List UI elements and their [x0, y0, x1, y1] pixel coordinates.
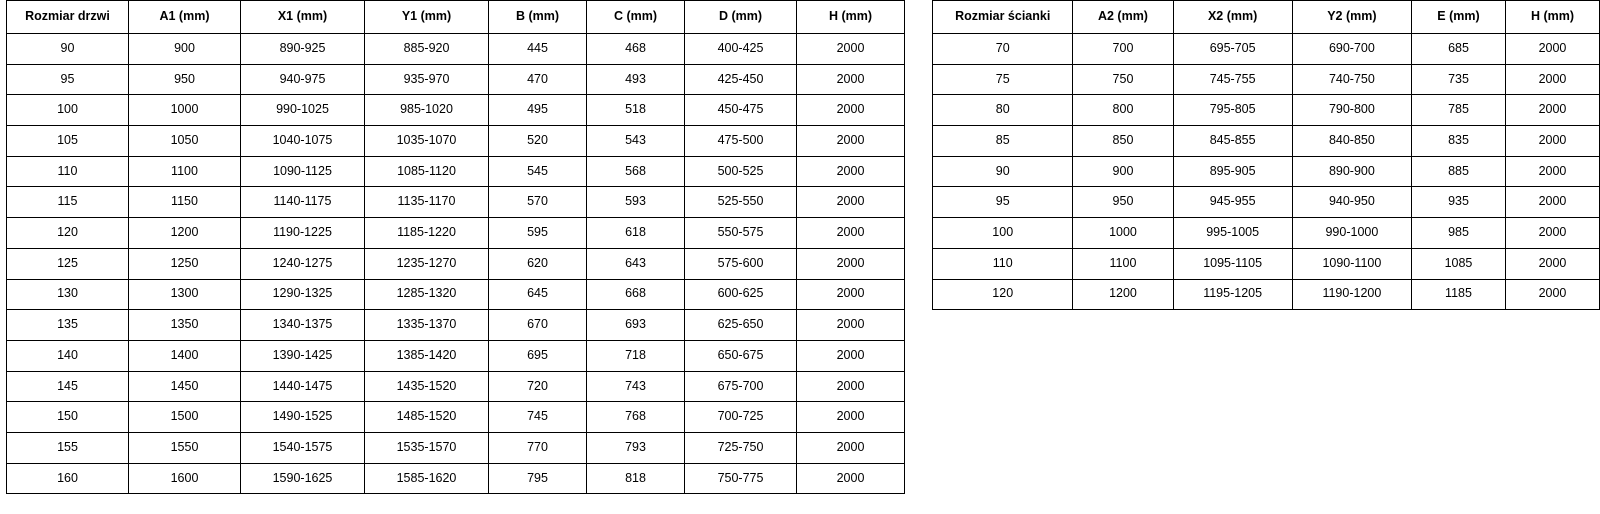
table-cell: 1585-1620: [365, 463, 489, 494]
table-cell: 718: [587, 340, 685, 371]
table-cell: 2000: [797, 310, 905, 341]
table-cell: 2000: [1505, 64, 1599, 95]
table-cell: 470: [489, 64, 587, 95]
table-cell: 1600: [129, 463, 241, 494]
column-header: Rozmiar drzwi: [7, 1, 129, 34]
table-cell: 493: [587, 64, 685, 95]
table-cell: 1540-1575: [241, 432, 365, 463]
table-cell: 85: [933, 126, 1073, 157]
table-cell: 1240-1275: [241, 248, 365, 279]
table-cell: 2000: [797, 64, 905, 95]
table-cell: 785: [1412, 95, 1506, 126]
table-cell: 95: [933, 187, 1073, 218]
table-row: [7, 64, 905, 95]
table-cell: 120: [933, 279, 1073, 310]
table-cell: 105: [7, 126, 129, 157]
table-cell: 520: [489, 126, 587, 157]
table-cell: 568: [587, 156, 685, 187]
table-cell: 745-755: [1173, 64, 1292, 95]
table-cell: 115: [7, 187, 129, 218]
table-cell: 800: [1073, 95, 1173, 126]
table-cell: 1335-1370: [365, 310, 489, 341]
table-cell: 2000: [1505, 126, 1599, 157]
table-cell: 885-920: [365, 34, 489, 65]
table-cell: 700-725: [685, 402, 797, 433]
table-row: [7, 340, 905, 371]
table-cell: 2000: [797, 156, 905, 187]
table-cell: 2000: [1505, 95, 1599, 126]
table-header-row: [933, 1, 1600, 34]
table-cell: 670: [489, 310, 587, 341]
table-cell: 425-450: [685, 64, 797, 95]
table-cell: 1100: [1073, 248, 1173, 279]
column-header: H (mm): [797, 1, 905, 34]
table-cell: 795: [489, 463, 587, 494]
table-cell: 643: [587, 248, 685, 279]
table-cell: 695: [489, 340, 587, 371]
table-cell: 1450: [129, 371, 241, 402]
table-cell: 2000: [797, 463, 905, 494]
table-cell: 135: [7, 310, 129, 341]
table-cell: 2000: [797, 95, 905, 126]
table-cell: 693: [587, 310, 685, 341]
table-cell: 618: [587, 218, 685, 249]
walls-dimensions-table: [932, 0, 1600, 310]
table-cell: 900: [1073, 156, 1173, 187]
table-cell: 2000: [797, 34, 905, 65]
table-cell: 2000: [1505, 279, 1599, 310]
table-cell: 2000: [797, 340, 905, 371]
table-cell: 120: [7, 218, 129, 249]
table-cell: 155: [7, 432, 129, 463]
column-header: X2 (mm): [1173, 1, 1292, 34]
table-row: [7, 463, 905, 494]
table-cell: 2000: [1505, 156, 1599, 187]
table-cell: 575-600: [685, 248, 797, 279]
table-row: [7, 279, 905, 310]
column-header: Y2 (mm): [1292, 1, 1411, 34]
table-cell: 890-925: [241, 34, 365, 65]
table-cell: 90: [7, 34, 129, 65]
table-cell: 2000: [1505, 34, 1599, 65]
table-row: [7, 126, 905, 157]
table-cell: 1000: [129, 95, 241, 126]
table-cell: 1190-1225: [241, 218, 365, 249]
table-cell: 2000: [1505, 248, 1599, 279]
table-cell: 468: [587, 34, 685, 65]
table-cell: 1400: [129, 340, 241, 371]
table-cell: 110: [7, 156, 129, 187]
table-cell: 900: [129, 34, 241, 65]
table-cell: 1290-1325: [241, 279, 365, 310]
table-cell: 80: [933, 95, 1073, 126]
table-cell: 1350: [129, 310, 241, 341]
table-cell: 835: [1412, 126, 1506, 157]
table-cell: 1200: [1073, 279, 1173, 310]
table-cell: 1285-1320: [365, 279, 489, 310]
table-cell: 1090-1125: [241, 156, 365, 187]
table-cell: 625-650: [685, 310, 797, 341]
table-cell: 1535-1570: [365, 432, 489, 463]
table-cell: 2000: [797, 371, 905, 402]
table-cell: 1195-1205: [1173, 279, 1292, 310]
table-cell: 1040-1075: [241, 126, 365, 157]
doors-dimensions-table: [6, 0, 905, 494]
table-cell: 1500: [129, 402, 241, 433]
table-cell: 1185-1220: [365, 218, 489, 249]
table-cell: 945-955: [1173, 187, 1292, 218]
table-cell: 690-700: [1292, 34, 1411, 65]
table-cell: 675-700: [685, 371, 797, 402]
table-cell: 70: [933, 34, 1073, 65]
table-cell: 895-905: [1173, 156, 1292, 187]
table-cell: 145: [7, 371, 129, 402]
table-cell: 2000: [797, 402, 905, 433]
table-cell: 650-675: [685, 340, 797, 371]
doors-table-body: [7, 34, 905, 494]
table-cell: 545: [489, 156, 587, 187]
table-cell: 818: [587, 463, 685, 494]
table-cell: 935-970: [365, 64, 489, 95]
table-cell: 2000: [797, 126, 905, 157]
table-cell: 985: [1412, 218, 1506, 249]
table-cell: 668: [587, 279, 685, 310]
table-cell: 885: [1412, 156, 1506, 187]
table-cell: 2000: [797, 279, 905, 310]
table-cell: 645: [489, 279, 587, 310]
table-cell: 743: [587, 371, 685, 402]
table-cell: 1100: [129, 156, 241, 187]
table-cell: 1385-1420: [365, 340, 489, 371]
table-cell: 1250: [129, 248, 241, 279]
table-cell: 95: [7, 64, 129, 95]
table-cell: 768: [587, 402, 685, 433]
table-cell: 1000: [1073, 218, 1173, 249]
table-cell: 1300: [129, 279, 241, 310]
table-cell: 450-475: [685, 95, 797, 126]
table-cell: 2000: [1505, 187, 1599, 218]
table-cell: 595: [489, 218, 587, 249]
table-cell: 990-1000: [1292, 218, 1411, 249]
table-cell: 90: [933, 156, 1073, 187]
table-cell: 950: [129, 64, 241, 95]
table-cell: 940-975: [241, 64, 365, 95]
column-header: C (mm): [587, 1, 685, 34]
table-cell: 1185: [1412, 279, 1506, 310]
table-cell: 75: [933, 64, 1073, 95]
table-cell: 1150: [129, 187, 241, 218]
table-cell: 550-575: [685, 218, 797, 249]
table-row: [7, 432, 905, 463]
table-cell: 790-800: [1292, 95, 1411, 126]
table-cell: 160: [7, 463, 129, 494]
table-cell: 695-705: [1173, 34, 1292, 65]
table-row: [7, 248, 905, 279]
table-cell: 1085-1120: [365, 156, 489, 187]
column-header: B (mm): [489, 1, 587, 34]
table-cell: 110: [933, 248, 1073, 279]
table-cell: 700: [1073, 34, 1173, 65]
column-header: D (mm): [685, 1, 797, 34]
table-row: [933, 187, 1600, 218]
table-cell: 593: [587, 187, 685, 218]
table-cell: 570: [489, 187, 587, 218]
table-cell: 735: [1412, 64, 1506, 95]
table-cell: 140: [7, 340, 129, 371]
table-row: [933, 64, 1600, 95]
table-cell: 1485-1520: [365, 402, 489, 433]
table-header-row: [7, 1, 905, 34]
table-cell: 750: [1073, 64, 1173, 95]
table-row: [933, 95, 1600, 126]
table-cell: 935: [1412, 187, 1506, 218]
table-row: [7, 371, 905, 402]
table-cell: 525-550: [685, 187, 797, 218]
table-row: [7, 402, 905, 433]
table-cell: 2000: [1505, 218, 1599, 249]
table-cell: 2000: [797, 218, 905, 249]
table-row: [933, 156, 1600, 187]
table-row: [7, 218, 905, 249]
table-cell: 1090-1100: [1292, 248, 1411, 279]
table-row: [7, 187, 905, 218]
table-cell: 518: [587, 95, 685, 126]
table-cell: 940-950: [1292, 187, 1411, 218]
table-cell: 1435-1520: [365, 371, 489, 402]
table-cell: 475-500: [685, 126, 797, 157]
column-header: H (mm): [1505, 1, 1599, 34]
table-cell: 1340-1375: [241, 310, 365, 341]
table-row: [7, 156, 905, 187]
table-cell: 1140-1175: [241, 187, 365, 218]
table-cell: 840-850: [1292, 126, 1411, 157]
table-row: [933, 248, 1600, 279]
walls-table-container: [932, 0, 1600, 310]
table-row: [933, 218, 1600, 249]
table-cell: 100: [7, 95, 129, 126]
doors-table-container: [6, 0, 905, 494]
table-cell: 1590-1625: [241, 463, 365, 494]
table-cell: 1490-1525: [241, 402, 365, 433]
table-cell: 890-900: [1292, 156, 1411, 187]
column-header: E (mm): [1412, 1, 1506, 34]
column-header: X1 (mm): [241, 1, 365, 34]
table-cell: 1095-1105: [1173, 248, 1292, 279]
table-row: [933, 279, 1600, 310]
table-cell: 495: [489, 95, 587, 126]
table-cell: 100: [933, 218, 1073, 249]
table-cell: 500-525: [685, 156, 797, 187]
table-row: [7, 310, 905, 341]
table-cell: 950: [1073, 187, 1173, 218]
table-cell: 740-750: [1292, 64, 1411, 95]
table-cell: 685: [1412, 34, 1506, 65]
table-cell: 850: [1073, 126, 1173, 157]
table-cell: 750-775: [685, 463, 797, 494]
table-cell: 2000: [797, 187, 905, 218]
table-cell: 2000: [797, 248, 905, 279]
table-cell: 995-1005: [1173, 218, 1292, 249]
table-cell: 1035-1070: [365, 126, 489, 157]
table-cell: 2000: [797, 432, 905, 463]
table-cell: 1200: [129, 218, 241, 249]
table-row: [7, 34, 905, 65]
walls-table-body: [933, 34, 1600, 310]
table-cell: 720: [489, 371, 587, 402]
table-cell: 1235-1270: [365, 248, 489, 279]
table-cell: 745: [489, 402, 587, 433]
table-cell: 600-625: [685, 279, 797, 310]
table-cell: 795-805: [1173, 95, 1292, 126]
table-cell: 1085: [1412, 248, 1506, 279]
table-row: [933, 126, 1600, 157]
table-cell: 445: [489, 34, 587, 65]
table-cell: 543: [587, 126, 685, 157]
table-cell: 990-1025: [241, 95, 365, 126]
table-cell: 1135-1170: [365, 187, 489, 218]
table-cell: 725-750: [685, 432, 797, 463]
table-cell: 125: [7, 248, 129, 279]
table-cell: 985-1020: [365, 95, 489, 126]
table-cell: 1190-1200: [1292, 279, 1411, 310]
table-cell: 1050: [129, 126, 241, 157]
table-row: [933, 34, 1600, 65]
table-cell: 770: [489, 432, 587, 463]
column-header: Y1 (mm): [365, 1, 489, 34]
table-cell: 150: [7, 402, 129, 433]
table-cell: 1390-1425: [241, 340, 365, 371]
table-cell: 400-425: [685, 34, 797, 65]
column-header: A2 (mm): [1073, 1, 1173, 34]
table-cell: 845-855: [1173, 126, 1292, 157]
table-row: [7, 95, 905, 126]
table-cell: 793: [587, 432, 685, 463]
column-header: A1 (mm): [129, 1, 241, 34]
table-cell: 1550: [129, 432, 241, 463]
table-cell: 130: [7, 279, 129, 310]
table-cell: 620: [489, 248, 587, 279]
column-header: Rozmiar ścianki: [933, 1, 1073, 34]
table-cell: 1440-1475: [241, 371, 365, 402]
